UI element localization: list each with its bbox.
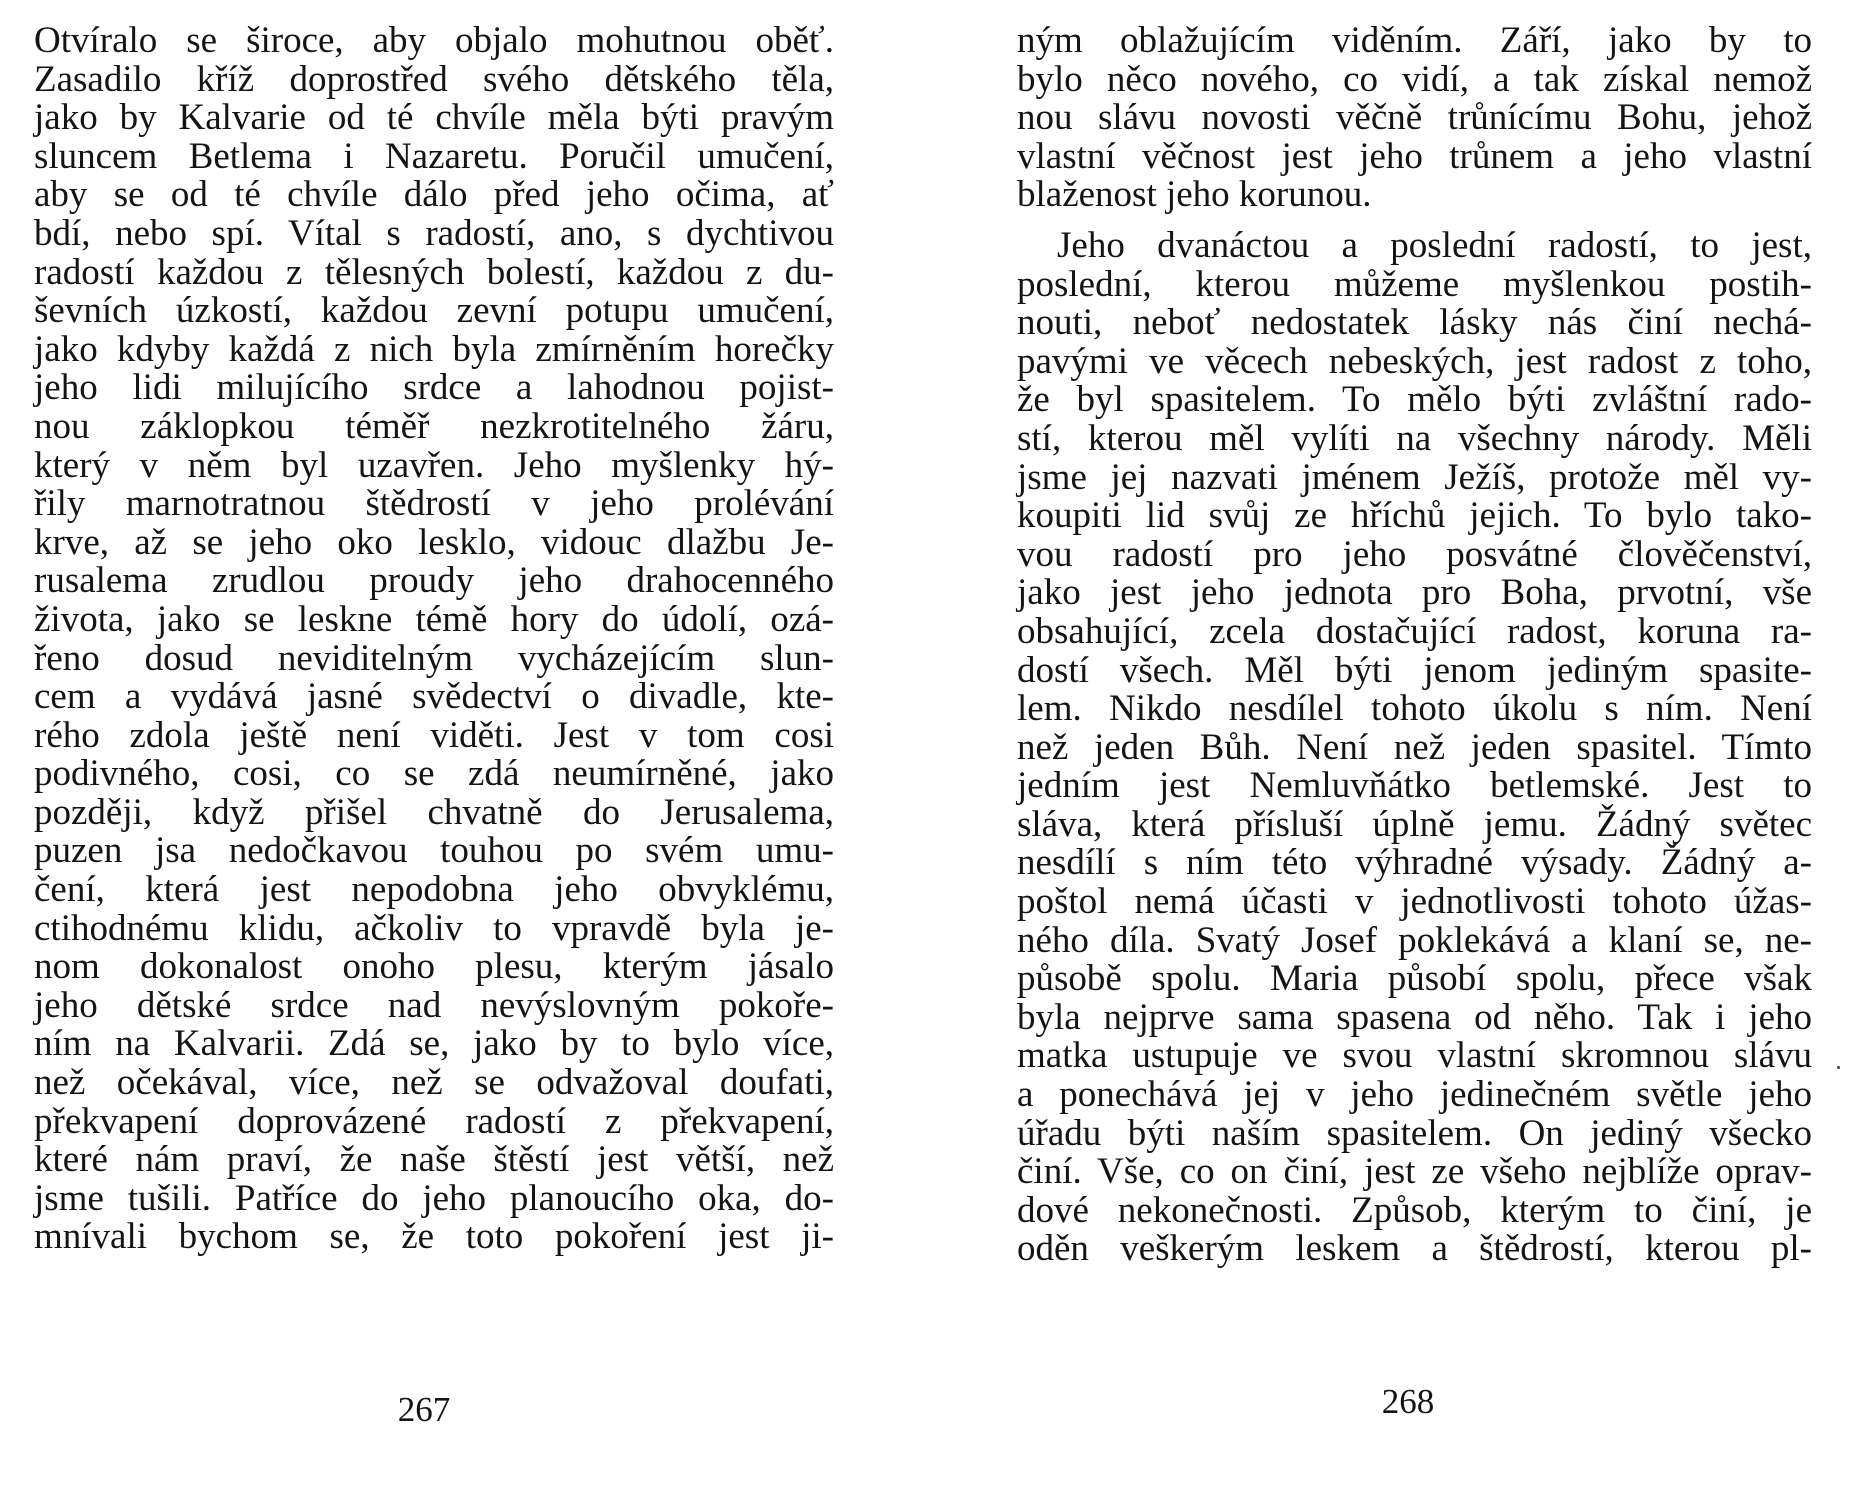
text-line: jsme jej nazvati jménem Ježíš, protože měl vy- xyxy=(1017,456,1812,498)
text-line: překvapení doprovázené radostí z překvapení, xyxy=(34,1100,834,1142)
text-line: nouti, neboť nedostatek lásky nás činí nechá- xyxy=(1017,302,1812,344)
print-speck xyxy=(1837,1066,1840,1069)
text-line: který v něm byl uzavřen. Jeho myšlenky hý- xyxy=(34,444,834,486)
text-line: jeho dětské srdce nad nevýslovným pokoře- xyxy=(34,984,834,1026)
text-line: blaženost jeho korunou. xyxy=(1017,174,1372,216)
text-line: řeno dosud neviditelným vycházejícím slun- xyxy=(34,637,834,679)
left-page xyxy=(34,22,834,1257)
text-line: později, když přišel chvatně do Jerusalema, xyxy=(34,791,834,833)
text-line: jako kdyby každá z nich byla zmírněním horečky xyxy=(34,328,834,370)
right-page-paragraph-2 xyxy=(1017,224,1812,1270)
text-line: sláva, která přísluší úplně jemu. Žádný světec xyxy=(1017,803,1812,845)
text-line: jako by Kalvarie od té chvíle měla býti pravým xyxy=(34,97,834,139)
text-line: života, jako se leskne témě hory do údolí, ozá- xyxy=(34,598,834,640)
text-line: bdí, nebo spí. Vítal s radostí, ano, s dychtivou xyxy=(34,212,834,254)
text-line: radostí každou z tělesných bolestí, každou z du- xyxy=(34,251,834,293)
text-line: matka ustupuje ve svou vlastní skromnou slávu xyxy=(1017,1035,1812,1077)
text-line: lem. Nikdo nesdílel tohoto úkolu s ním. Není xyxy=(1017,688,1812,730)
text-line: úřadu býti naším spasitelem. On jediný všecko xyxy=(1017,1112,1812,1154)
text-line: ného díla. Svatý Josef poklekává a klaní se, ne- xyxy=(1017,919,1812,961)
text-line: Jeho dvanáctou a poslední radostí, to jest, xyxy=(1057,224,1812,266)
text-line: mnívali bychom se, že toto pokoření jest ji- xyxy=(34,1216,834,1258)
text-line: nou slávu novosti věčně trůnícímu Bohu, jehož xyxy=(1017,97,1812,139)
text-line: čení, která jest nepodobna jeho obvyklému, xyxy=(34,869,834,911)
right-page-paragraph-1 xyxy=(1017,22,1812,215)
text-line: stí, kterou měl vylíti na všechny národy. Měli xyxy=(1017,417,1812,459)
text-line: jedním jest Nemluvňátko betlemské. Jest to xyxy=(1017,765,1812,807)
text-line: podivného, cosi, co se zdá neumírněné, jako xyxy=(34,753,834,795)
page-number-right: 268 xyxy=(1381,1382,1435,1421)
right-page xyxy=(1017,22,1812,1269)
text-line: byla nejprve sama spasena od něho. Tak i jeho xyxy=(1017,996,1812,1038)
text-line: vlastní věčnost jest jeho trůnem a jeho vlastní xyxy=(1017,135,1812,177)
text-line: jako jest jeho jednota pro Boha, prvotní, vše xyxy=(1017,572,1812,614)
text-line: jeho lidi milujícího srdce a lahodnou pojist- xyxy=(34,367,834,409)
text-line: že byl spasitelem. To mělo býti zvláštní rado- xyxy=(1017,379,1812,421)
text-line: které nám praví, že naše štěstí jest větší, než xyxy=(34,1139,834,1181)
text-line: dostí všech. Měl býti jenom jediným spasite- xyxy=(1017,649,1812,691)
text-line: jsme tušili. Patříce do jeho planoucího oka, do- xyxy=(34,1177,834,1219)
text-line: obsahující, zcela dostačující radost, koruna ra- xyxy=(1017,610,1812,652)
text-line: sluncem Betlema i Nazaretu. Poručil umučení, xyxy=(34,135,834,177)
text-line: činí. Vše, co on činí, jest ze všeho nejblíže oprav- xyxy=(1017,1151,1812,1193)
page-number-left: 267 xyxy=(397,1390,451,1429)
text-line: krve, až se jeho oko lesklo, vidouc dlažbu Je- xyxy=(34,521,834,563)
text-line: ním na Kalvarii. Zdá se, jako by to bylo více, xyxy=(34,1023,834,1065)
text-line: poštol nemá účasti v jednotlivosti tohoto úžas- xyxy=(1017,881,1812,923)
text-line: puzen jsa nedočkavou touhou po svém umu- xyxy=(34,830,834,872)
text-line: rého zdola ještě není viděti. Jest v tom cosi xyxy=(34,714,834,756)
text-line: koupiti lid svůj ze hříchů jejich. To bylo tako- xyxy=(1017,495,1812,537)
text-line: nom dokonalost onoho plesu, kterým jásalo xyxy=(34,946,834,988)
text-line: působě spolu. Maria působí spolu, přece však xyxy=(1017,958,1812,1000)
text-line: aby se od té chvíle dálo před jeho očima, ať xyxy=(34,174,834,216)
text-line: vou radostí pro jeho posvátné člověčenství, xyxy=(1017,533,1812,575)
text-line: bylo něco nového, co vidí, a tak získal nemož xyxy=(1017,58,1812,100)
text-line: poslední, kterou můžeme myšlenkou postih- xyxy=(1017,263,1812,305)
text-line: nesdílí s ním této výhradné výsady. Žádný a- xyxy=(1017,842,1812,884)
left-page-text xyxy=(34,22,834,1257)
text-line: rusalema zrudlou proudy jeho drahocenného xyxy=(34,560,834,602)
text-line: než očekával, více, než se odvažoval doufati, xyxy=(34,1062,834,1104)
text-line: řily marnotratnou štědrostí v jeho prolévání xyxy=(34,483,834,525)
text-line: ným oblažujícím viděním. Září, jako by to xyxy=(1017,20,1812,61)
text-line: dové nekonečnosti. Způsob, kterým to činí, je xyxy=(1017,1189,1812,1231)
text-line: a ponechává jej v jeho jedinečném světle jeho xyxy=(1017,1074,1812,1116)
text-line: ševních úzkostí, každou zevní potupu umučení, xyxy=(34,290,834,332)
text-line: oděn veškerým leskem a štědrostí, kterou pl- xyxy=(1017,1228,1812,1270)
text-line: cem a vydává jasné svědectví o divadle, kte- xyxy=(34,676,834,718)
text-line: Zasadilo kříž doprostřed svého dětského těla, xyxy=(34,58,834,100)
text-line: pavými ve věcech nebeských, jest radost z toho, xyxy=(1017,340,1812,382)
text-line: než jeden Bůh. Není než jeden spasitel. Tímto xyxy=(1017,726,1812,768)
text-line: ctihodnému klidu, ačkoliv to vpravdě byla je- xyxy=(34,907,834,949)
text-line: Otvíralo se široce, aby objalo mohutnou oběť. xyxy=(34,20,834,61)
text-line: nou záklopkou téměř nezkrotitelného žáru, xyxy=(34,405,834,447)
